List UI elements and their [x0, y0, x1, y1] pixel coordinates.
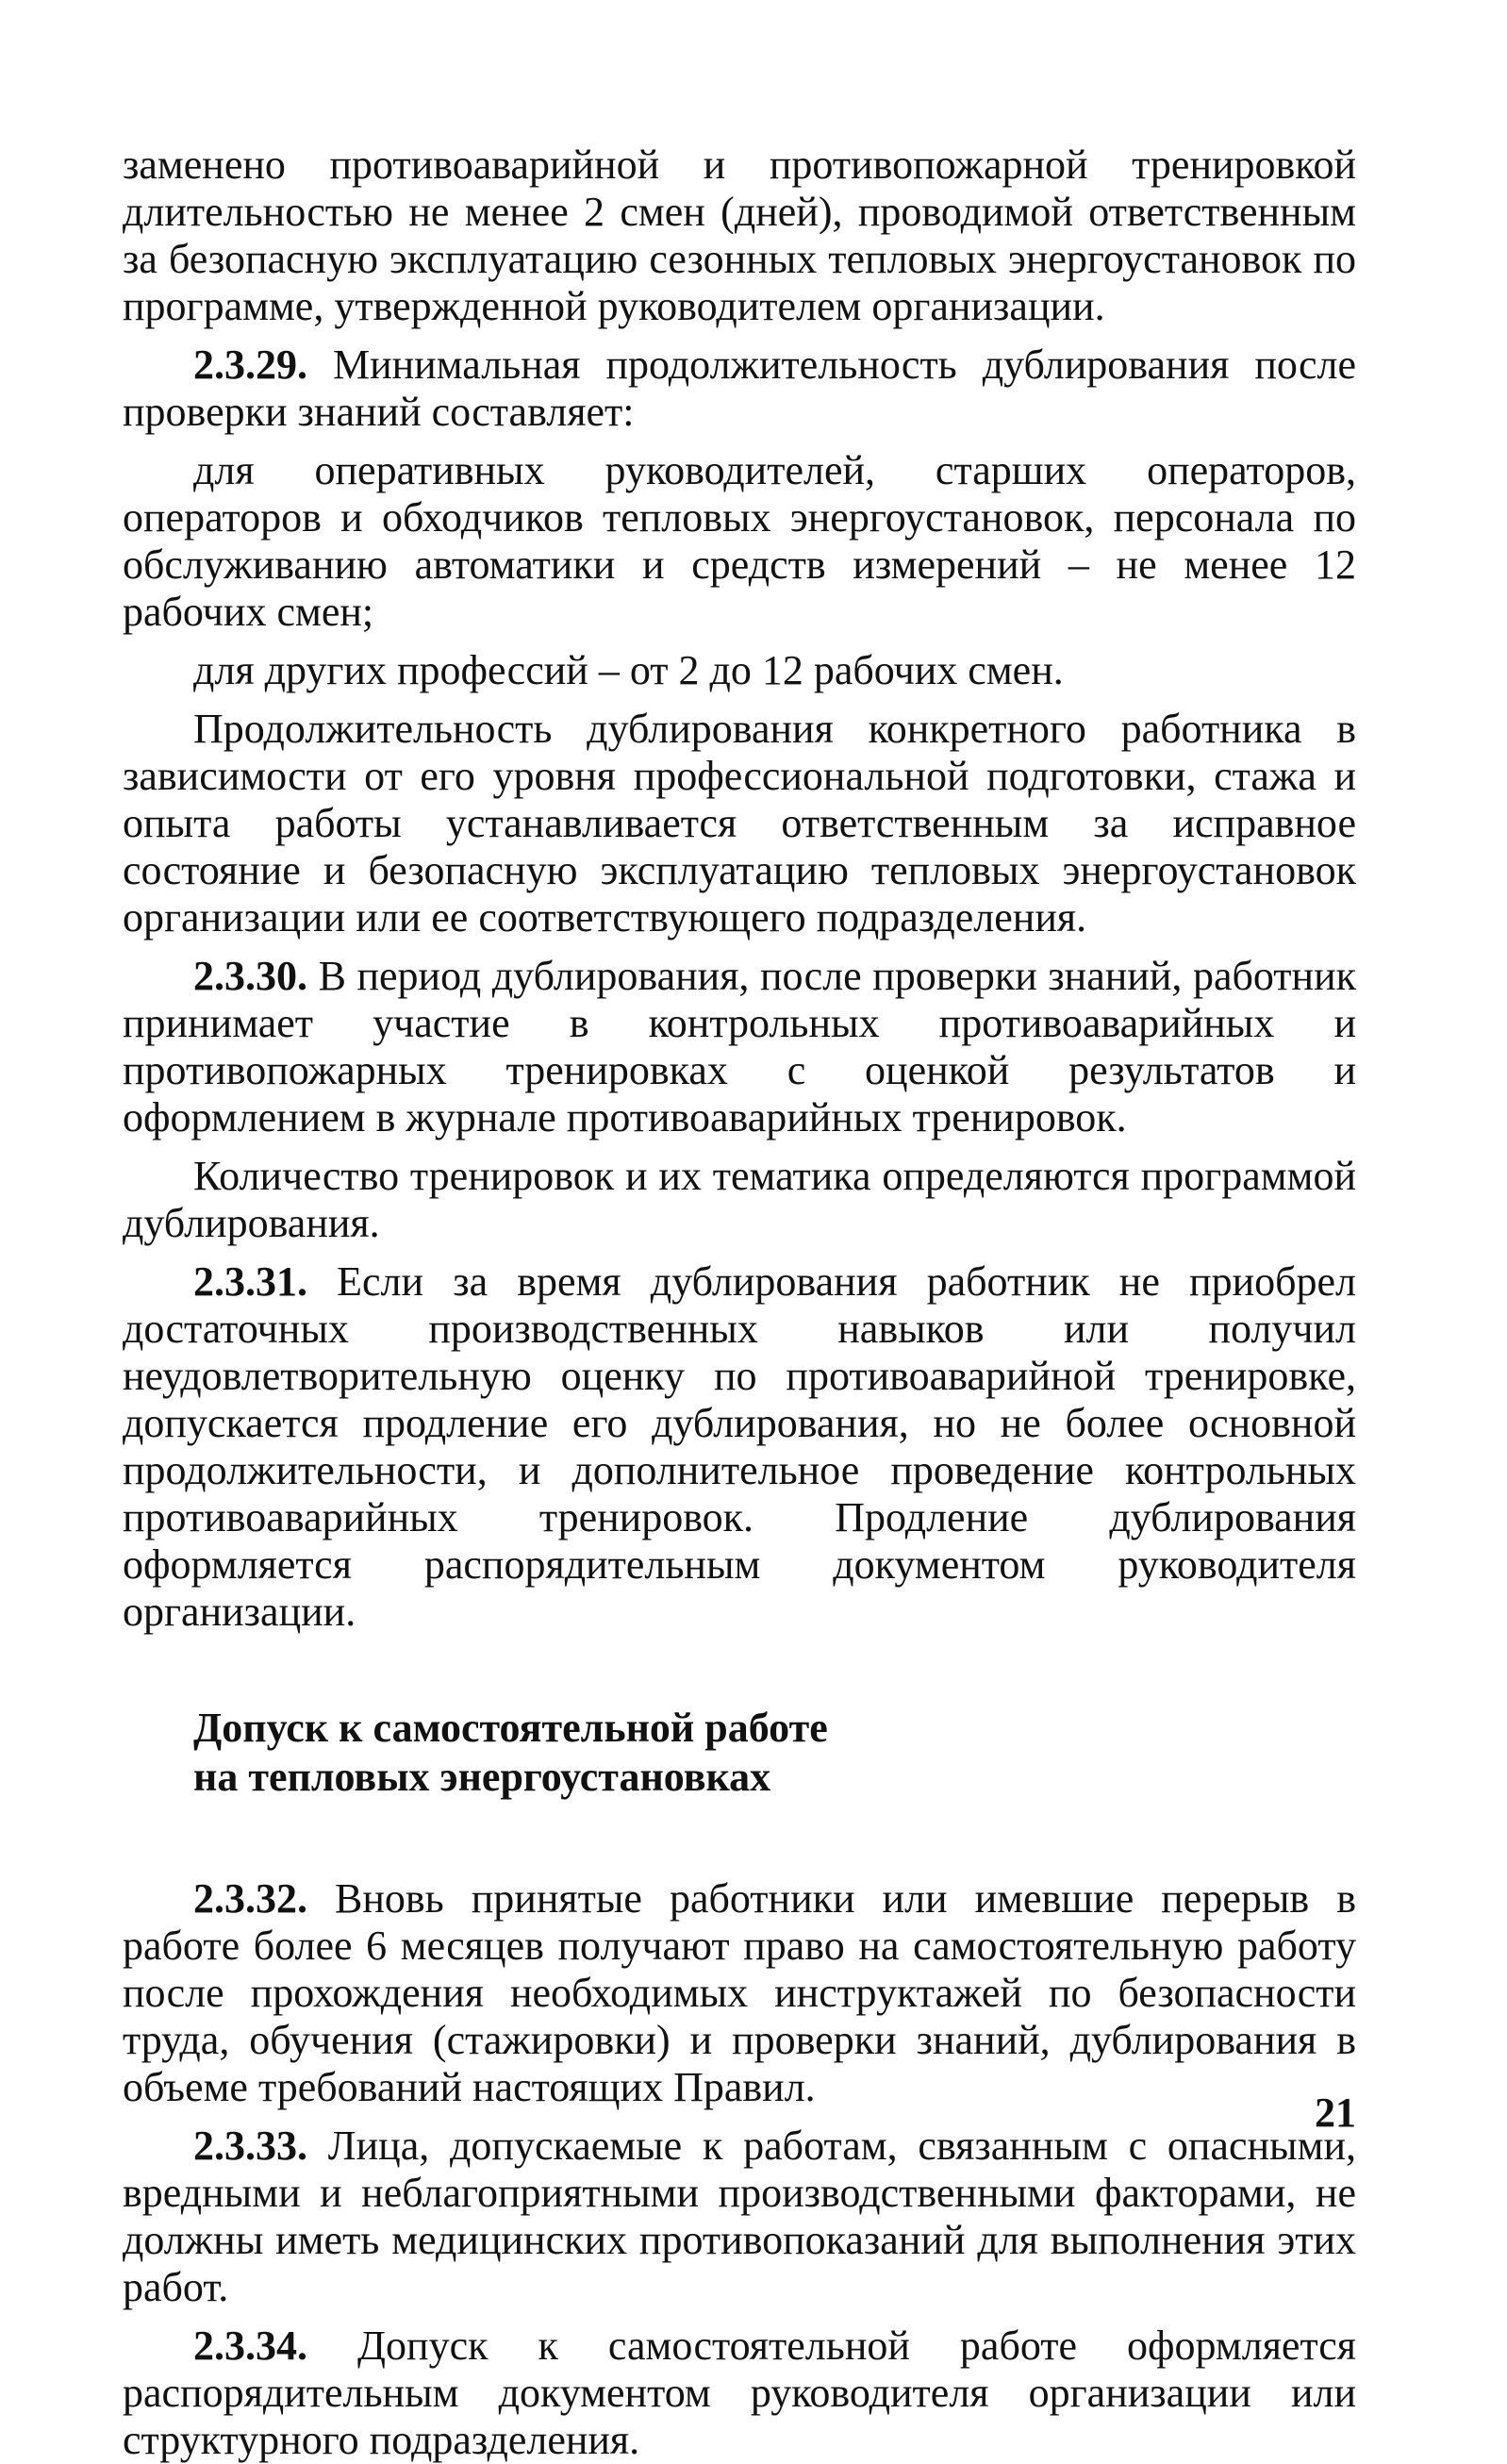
paragraph-2-3-29: [123, 341, 1356, 436]
section-heading-line-1: Допуск к самостоятельной работе: [193, 1705, 828, 1751]
paragraph-2-3-33: [123, 2123, 1356, 2311]
paragraph-2-3-32: [123, 1875, 1356, 2111]
paragraph: [123, 1153, 1356, 1247]
paragraph-2-3-30: [123, 953, 1356, 1141]
clause-number: 2.3.34.: [193, 2322, 307, 2369]
paragraph-text: Лица, допускаемые к работам, связанным с опасными, вредными и неблагоприятными производственными факторами, не должны иметь медицинских противопоказаний для выполнения этих работ.: [123, 2123, 1356, 2310]
paragraph-text: Вновь принятые работники или имевшие перерыв в работе более 6 месяцев получают право на самостоятельную работу после прохождения необходимых инструктажей по безопасности труда, обучения (стажировки) и проверки знаний, дублирования в объеме требований настоящих Правил.: [123, 1875, 1356, 2110]
paragraph-2-3-34: [123, 2322, 1356, 2464]
paragraph-text: Количество тренировок и их тематика определяются программой дублирования.: [123, 1153, 1356, 1246]
paragraph: [123, 706, 1356, 941]
section-heading: [193, 1704, 1356, 1802]
clause-number: 2.3.29.: [193, 341, 307, 388]
paragraph-text: заменено противоаварийной и противопожарной тренировкой длительностью не менее 2 смен (дней), проводимой ответственным за безопасную эксплуатацию сезонных тепловых энергоустановок по программе, утвержденной руководителем организации.: [123, 142, 1356, 329]
paragraph-text: Продолжительность дублирования конкретного работника в зависимости от его уровня профессиональной подготовки, стажа и опыта работы устанавливается ответственным за исправное состояние и безопасную эксплуатацию тепловых энергоустановок организации или ее соответствующего подразделения.: [123, 706, 1356, 941]
paragraph-text: Допуск к самостоятельной работе оформляется распорядительным документом руководителя организации или структурного подразделения.: [123, 2322, 1356, 2463]
clause-number: 2.3.32.: [193, 1875, 307, 1922]
paragraph-text: Минимальная продолжительность дублирования после проверки знаний составляет:: [123, 341, 1356, 435]
paragraph-continuation: [123, 142, 1356, 330]
paragraph-text: для оперативных руководителей, старших операторов, операторов и обходчиков тепловых энергоустановок, персонала по обслуживанию автоматики и средств измерений – не менее 12 рабочих смен;: [123, 447, 1356, 635]
clause-number: 2.3.31.: [193, 1258, 307, 1305]
paragraph-list-item: [123, 647, 1356, 694]
clause-number: 2.3.30.: [193, 953, 307, 999]
paragraph-text: В период дублирования, после проверки знаний, работник принимает участие в контрольных противоаварийных и противопожарных тренировках с оценкой результатов и оформлением в журнале противоаварийных тренировок.: [123, 953, 1356, 1140]
clause-number: 2.3.33.: [193, 2123, 307, 2169]
paragraph-text: для других профессий – от 2 до 12 рабочих смен.: [193, 647, 1064, 693]
paragraph-text: Если за время дублирования работник не приобрел достаточных производственных навыков или получил неудовлетворительную оценку по противоаварийной тренировке, допускается продление его дублирования, но не более основной продолжительности, и дополнительное проведение контрольных противоаварийных тренировок. Продление дублирования оформляется распорядительным документом руководителя организации.: [123, 1258, 1356, 1635]
paragraph-2-3-31: [123, 1258, 1356, 1636]
page-number: 21: [1315, 2089, 1356, 2136]
paragraph-list-item: [123, 447, 1356, 636]
section-heading-line-2: на тепловых энергоустановках: [193, 1754, 771, 1800]
